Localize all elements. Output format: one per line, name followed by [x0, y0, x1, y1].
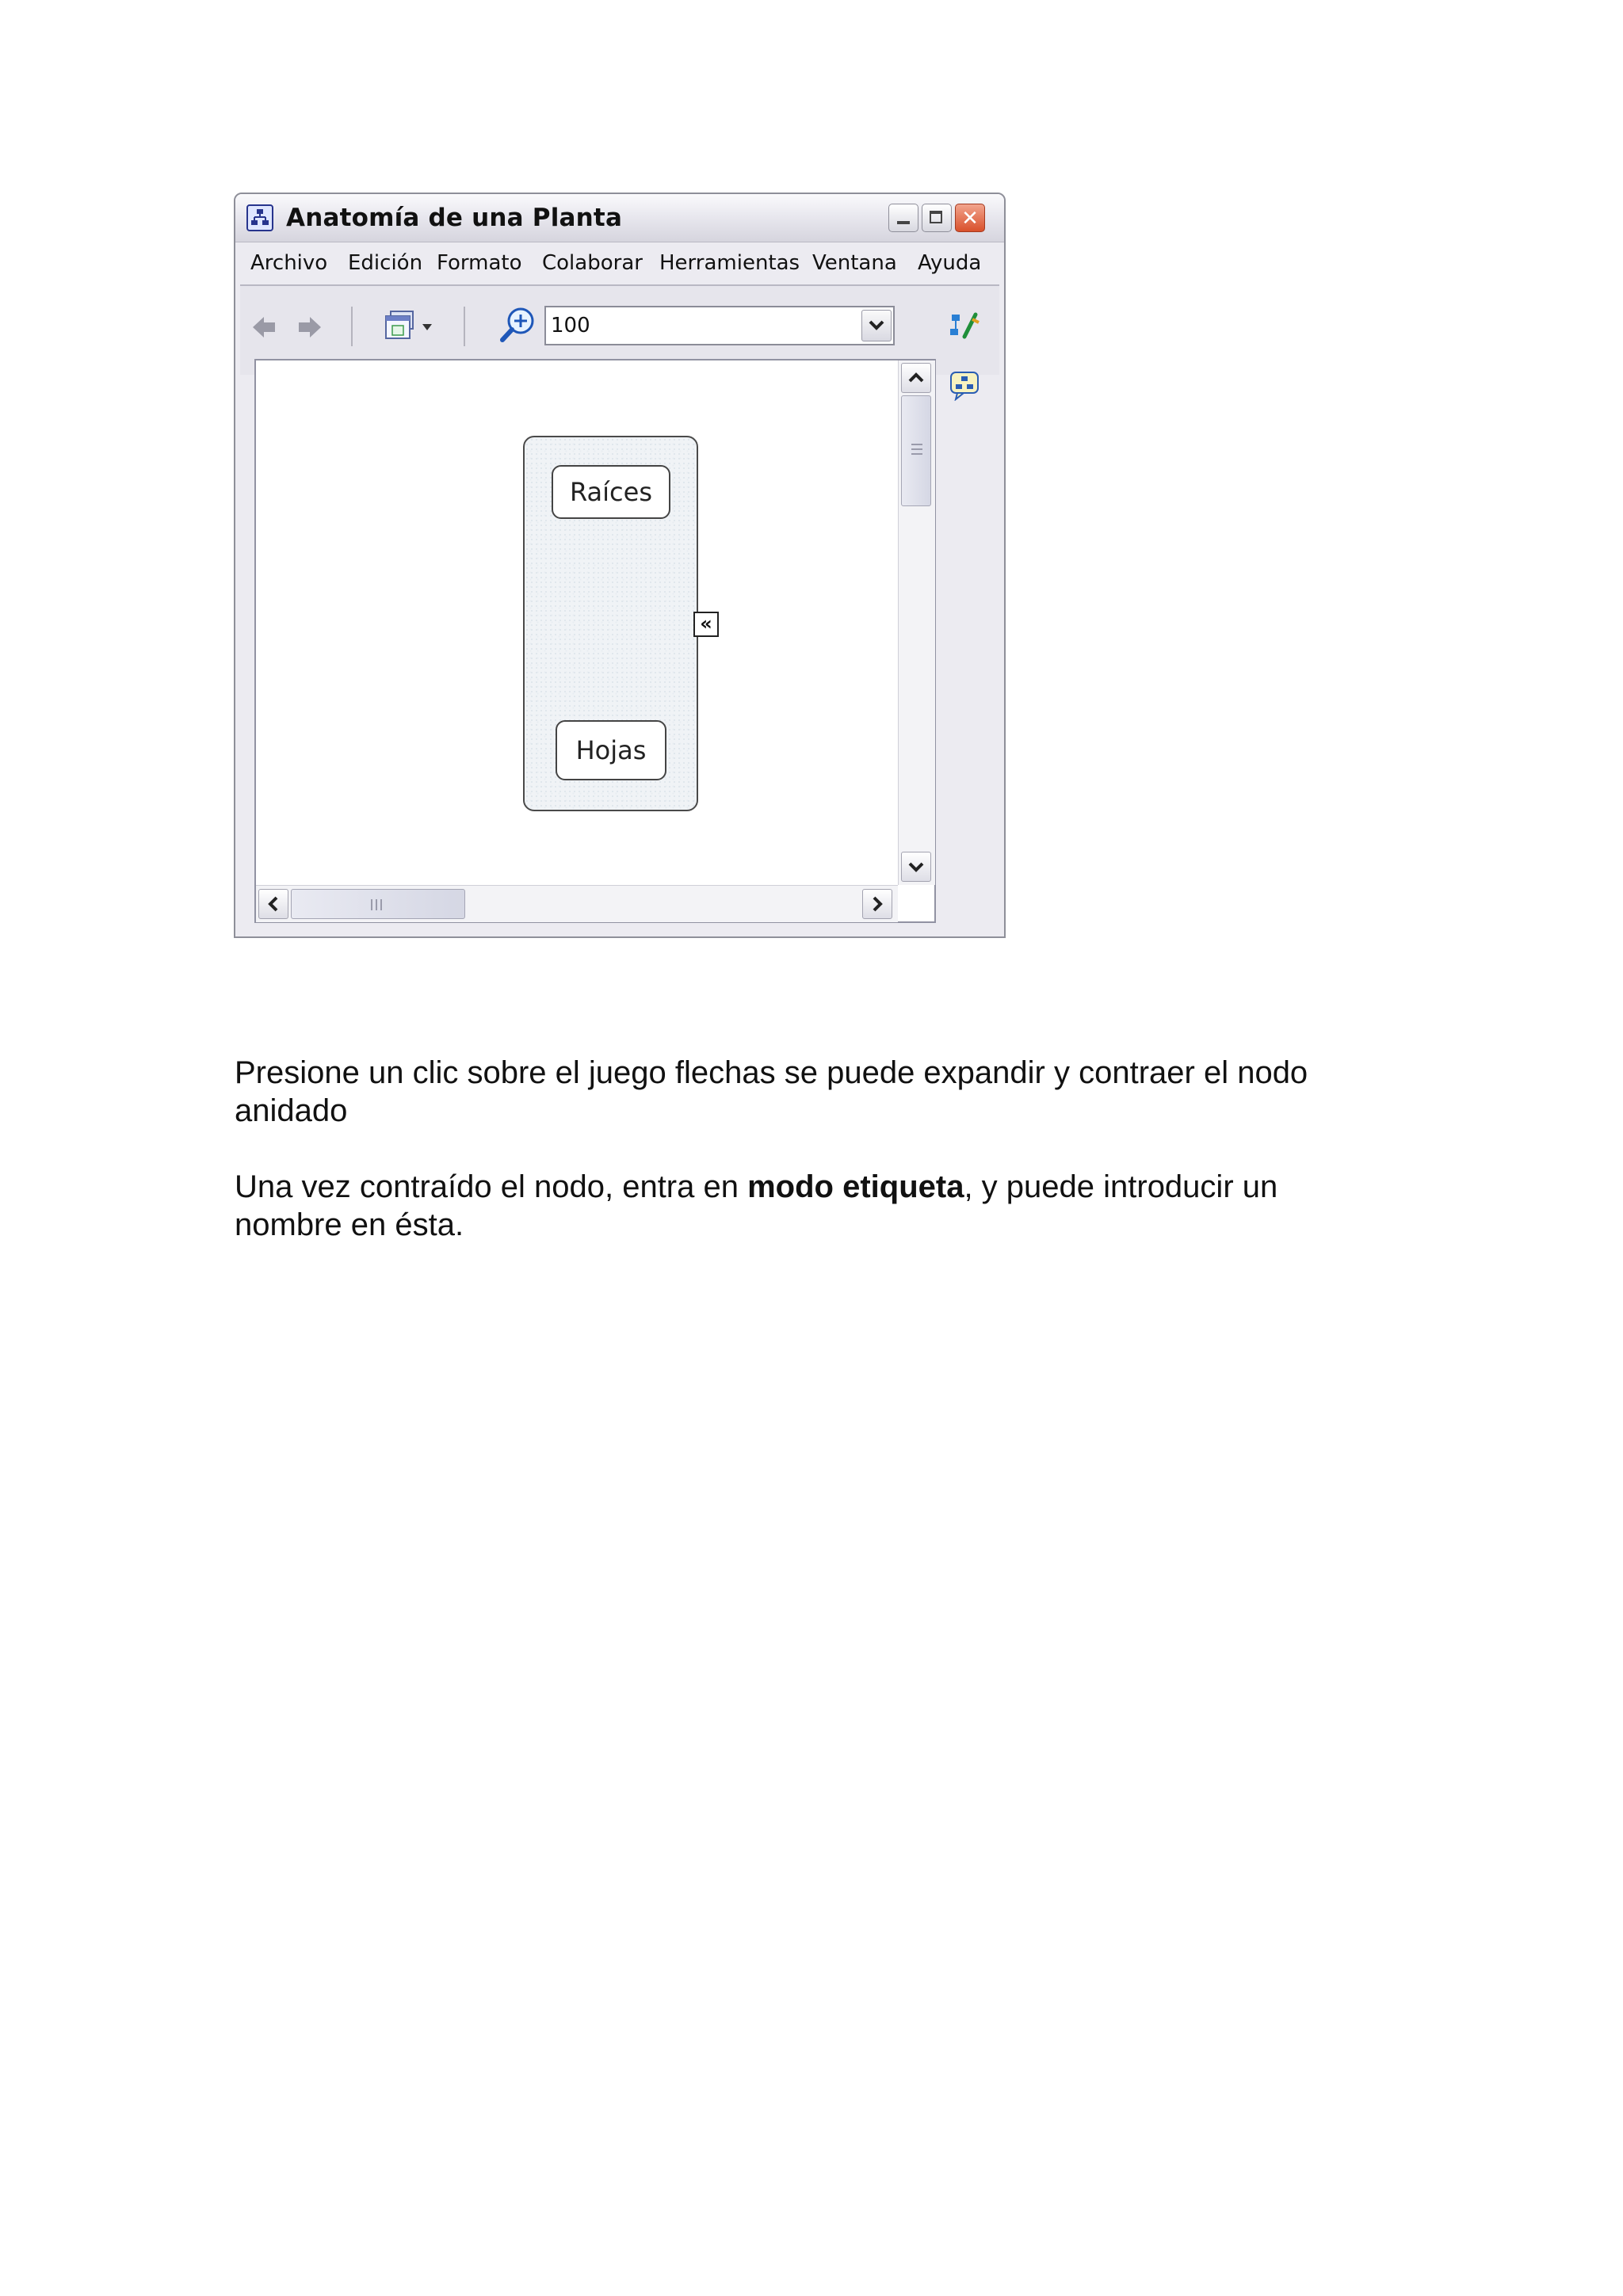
maximize-icon — [930, 211, 942, 223]
horizontal-scroll-thumb[interactable] — [291, 889, 465, 919]
menu-formato[interactable]: Formato — [437, 251, 522, 275]
grip-line — [911, 444, 922, 445]
grip-line — [380, 899, 382, 910]
grip-line — [911, 448, 922, 450]
chevron-down-icon — [862, 311, 891, 341]
zoom-value[interactable]: 100 — [551, 314, 590, 338]
scroll-right-button[interactable] — [862, 889, 892, 919]
maximize-button[interactable] — [922, 204, 952, 232]
cmap-app-icon — [246, 204, 273, 231]
menu-ventana[interactable]: Ventana — [812, 251, 897, 275]
vertical-scrollbar[interactable] — [898, 360, 935, 885]
grip-line — [376, 899, 377, 910]
nested-node[interactable] — [523, 436, 698, 811]
bold-term: modo etiqueta — [747, 1169, 964, 1204]
scroll-down-button[interactable] — [901, 852, 931, 882]
collaboration-panel-icon[interactable] — [949, 369, 981, 401]
view-icon[interactable] — [383, 310, 440, 345]
concept-map-canvas[interactable] — [256, 360, 898, 885]
toolbar-separator — [464, 307, 465, 346]
title-bar[interactable] — [235, 194, 1004, 242]
paragraph-line: Presione un clic sobre el juego flechas se puede expandir y contraer el nodo — [235, 1055, 1308, 1090]
chevron-down-icon — [902, 852, 930, 881]
menu-ayuda[interactable]: Ayuda — [918, 251, 982, 275]
minimize-icon — [897, 221, 910, 224]
close-button[interactable] — [955, 204, 985, 232]
menu-edicion[interactable]: Edición — [348, 251, 423, 275]
style-palette-icon[interactable] — [949, 310, 983, 341]
menu-colaborar[interactable]: Colaborar — [542, 251, 643, 275]
canvas-frame — [254, 359, 936, 923]
menu-bar — [240, 243, 999, 286]
paragraph-line: anidado — [235, 1093, 348, 1128]
menu-archivo[interactable]: Archivo — [250, 251, 328, 275]
paragraph-label-mode — [235, 1168, 1423, 1244]
grip-line — [371, 899, 372, 910]
toolbar-separator — [351, 307, 353, 346]
chevron-right-icon — [863, 890, 892, 918]
window-title: Anatomía de una Planta — [286, 204, 623, 232]
horizontal-scrollbar[interactable] — [256, 885, 898, 922]
concept-raices[interactable]: Raíces — [552, 465, 670, 519]
paragraph-expand-collapse — [235, 1054, 1423, 1130]
back-arrow-icon[interactable] — [251, 315, 277, 340]
scroll-left-button[interactable] — [258, 889, 288, 919]
cmap-window — [234, 193, 1006, 938]
zoom-combobox[interactable] — [544, 306, 895, 345]
grip-line — [911, 453, 922, 455]
chevron-up-icon — [902, 364, 930, 392]
concept-hojas[interactable]: Hojas — [556, 720, 666, 780]
zoom-dropdown-button[interactable] — [861, 310, 892, 341]
scroll-up-button[interactable] — [901, 363, 931, 393]
minimize-button[interactable] — [888, 204, 918, 232]
close-icon: ✕ — [961, 207, 979, 231]
text-run: Una vez contraído el nodo, entra en — [235, 1169, 748, 1204]
chevron-left-icon — [259, 890, 288, 918]
paragraph-line: nombre en ésta. — [235, 1207, 464, 1242]
vertical-scroll-thumb[interactable] — [901, 395, 931, 506]
collapse-nested-node-icon[interactable]: « — [693, 612, 719, 637]
paragraph-line — [235, 1168, 1423, 1206]
menu-herramientas[interactable]: Herramientas — [659, 251, 800, 275]
text-run: , y puede introducir un — [964, 1169, 1278, 1204]
forward-arrow-icon[interactable] — [297, 315, 323, 340]
zoom-icon[interactable] — [498, 305, 538, 345]
